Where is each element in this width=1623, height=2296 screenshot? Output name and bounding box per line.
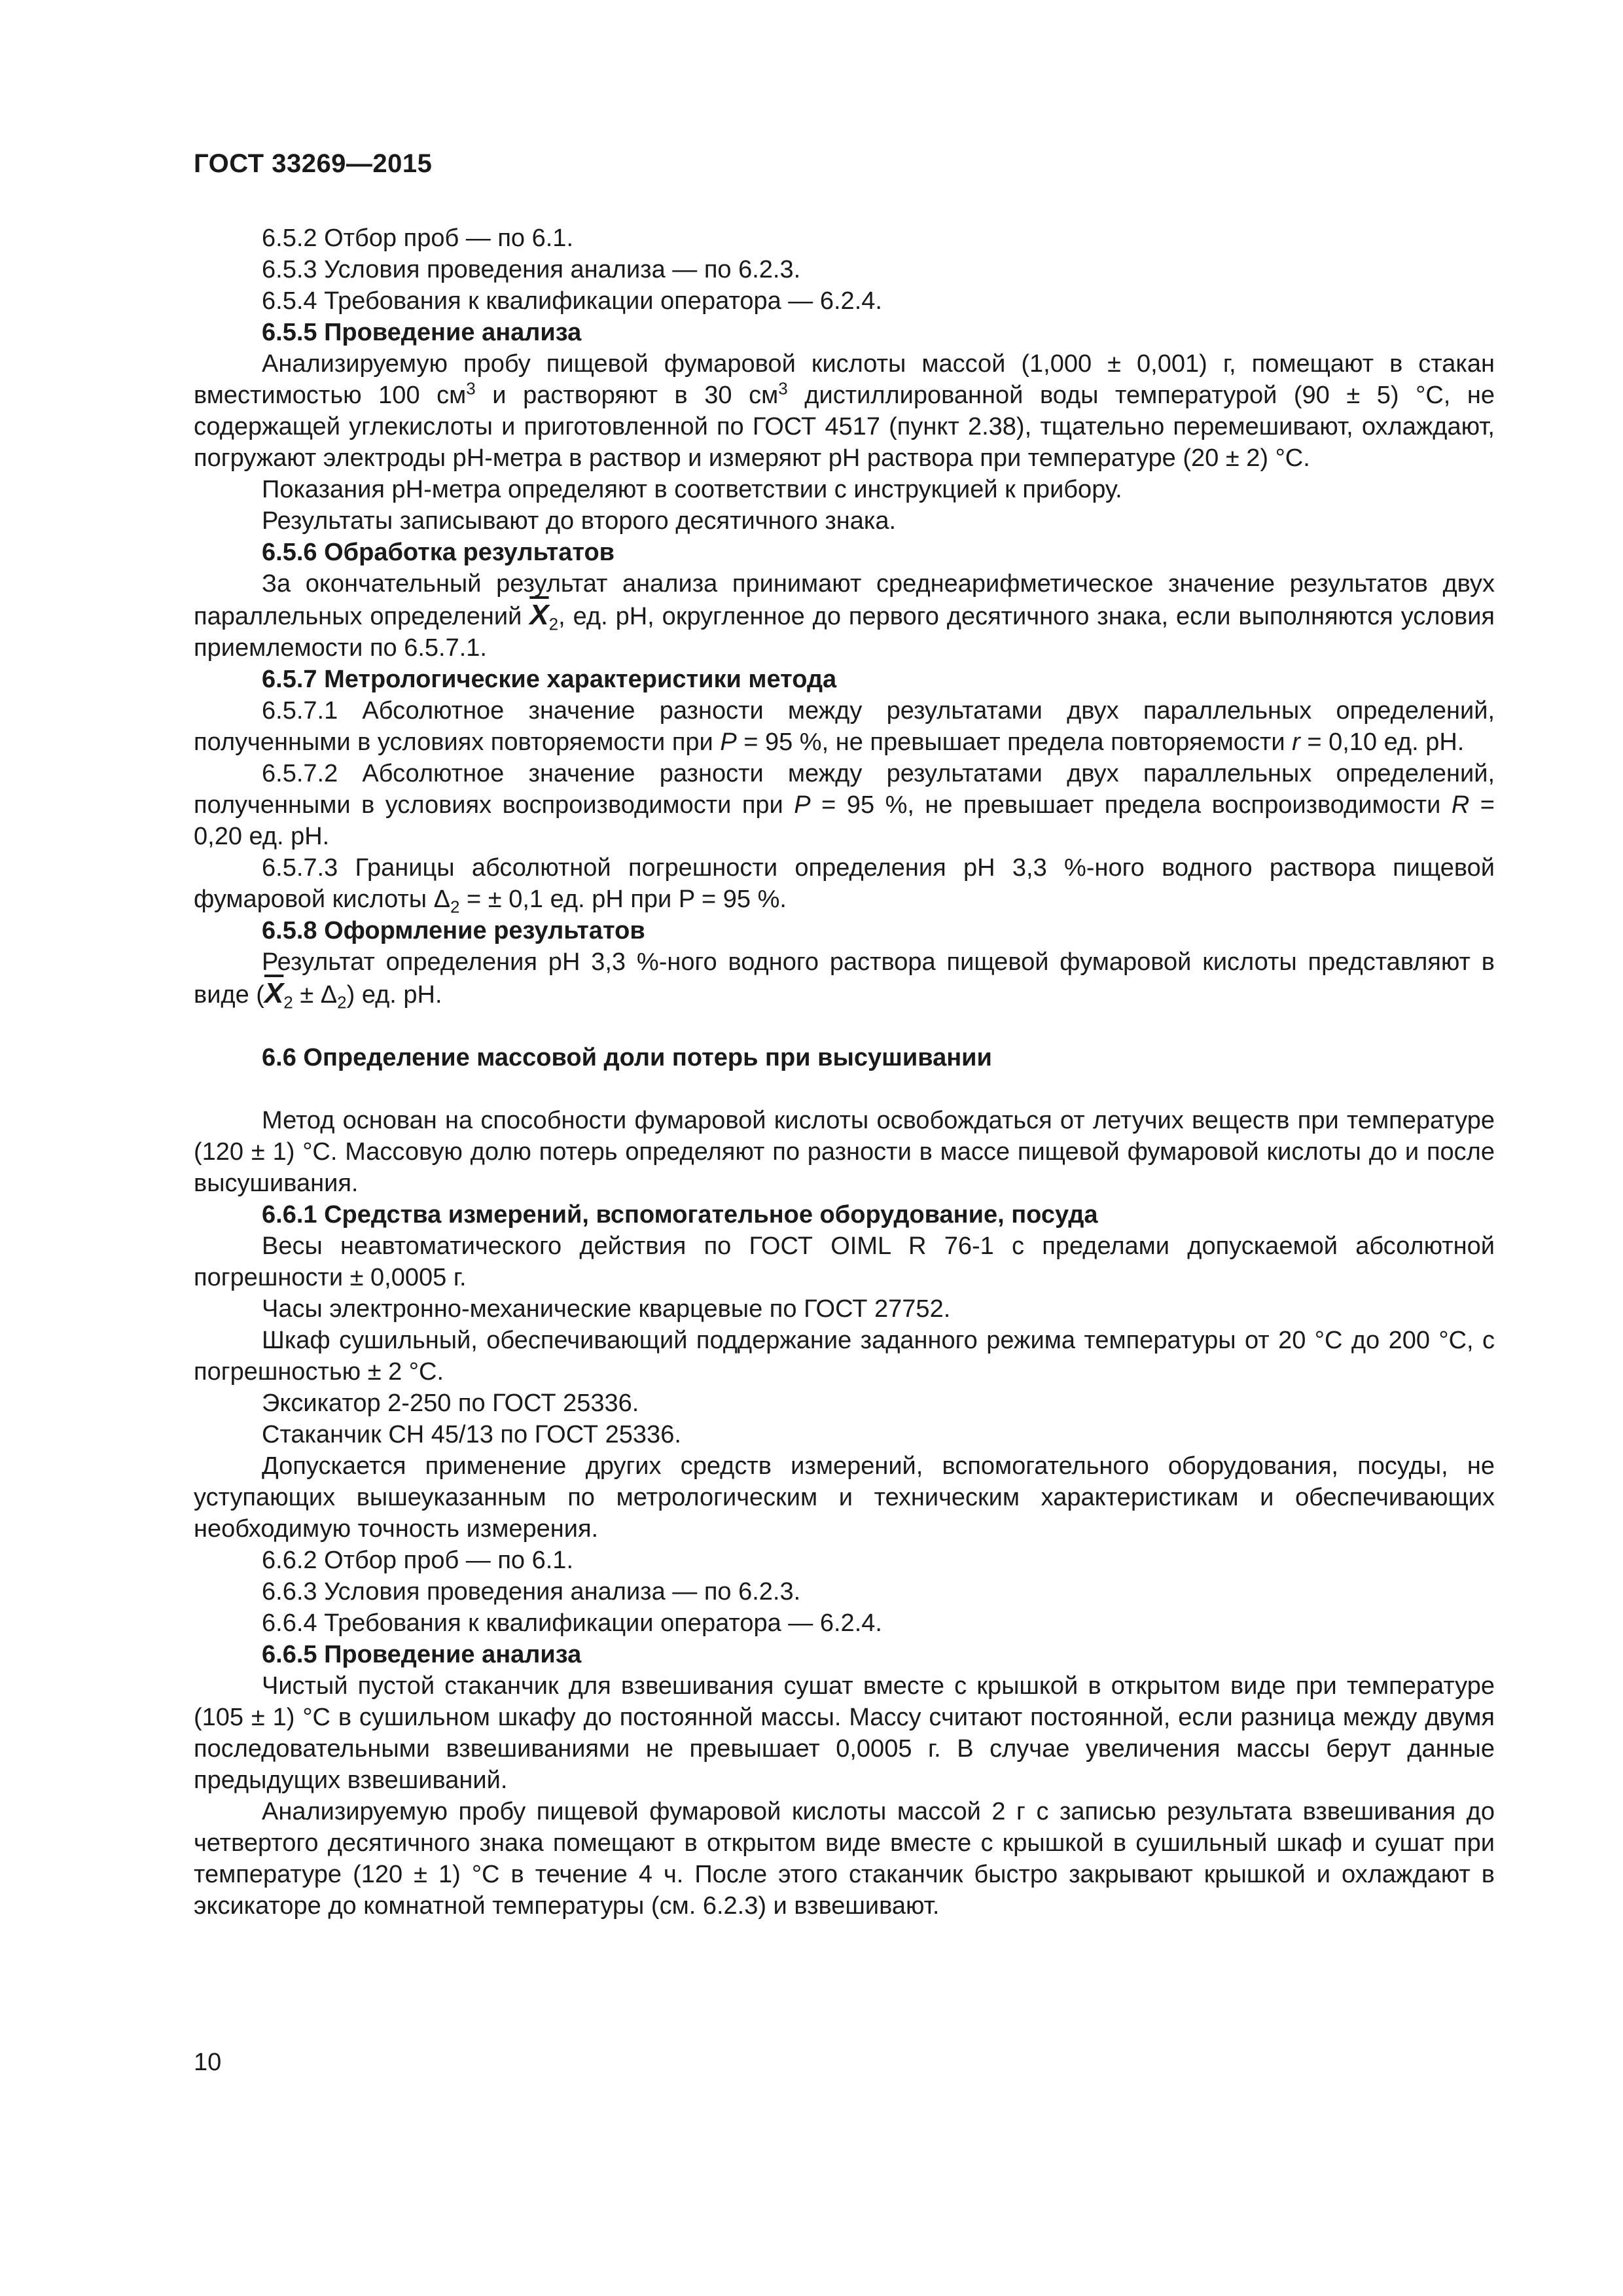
variable-x-bar: $\overline{X}$ — [264, 977, 284, 1009]
text-segment: = ± 0,1 ед. pH при P = 95 %. — [459, 886, 787, 913]
paragraph-6-6-5-cup-drying: Чистый пустой стаканчик для взвешивания сушат вместе с крышкой в открытом виде при температуре (105 ± 1) °С в сушильном шкафу до постоянной массы. Массу считают постоянной, если разница между двумя последовательными взвешиваниями не превышает 0,0005 г. В случае увеличения массы берут данные предыдущих взвешиваний. — [194, 1672, 1495, 1794]
paragraph-6-6-5-sample-drying: Анализируемую пробу пищевой фумаровой кислоты массой 2 г с записью результата взвешивания до четвертого десятичного знака помещают в открытом виде вместе с крышкой в сушильный шкаф и сушат при температуре (120 ± 1) °С в течение 4 ч. После этого стаканчик быстро закрывают крышкой и охлаждают в эксикаторе до комнатной температуры (см. 6.2.3) и взвешивают. — [194, 1798, 1495, 1920]
text-segment: , ед. pH, округленное до первого десятичного знака, если выполняются условия приемлемости по 6.5.7.1. — [194, 603, 1495, 662]
symbol-delta: Δ — [433, 886, 451, 913]
paragraph-6-5-4: 6.5.4 Требования к квалификации оператора — 6.2.4. — [262, 287, 882, 315]
paragraph-6-5-6 — [194, 568, 1495, 664]
symbol-delta: Δ — [320, 981, 338, 1009]
subscript: 2 — [337, 992, 347, 1013]
paragraph-6-5-7-2 — [194, 758, 1495, 852]
paragraph-6-6-4: 6.6.4 Требования к квалификации оператора — 6.2.4. — [262, 1609, 882, 1637]
text-segment: Анализируемую пробу пищевой фумаровой кислоты массой (1,000 ± 0,001) г, помещают в стакан вместимостью 100 см — [194, 350, 1495, 409]
document-header: ГОСТ 33269—2015 — [194, 149, 433, 178]
subscript: 2 — [548, 614, 559, 634]
paragraph-6-5-5-results: Результаты записывают до второго десятичного знака. — [262, 507, 897, 535]
text-segment: 6.5.7.2 Абсолютное значение разности между результатами двух параллельных определений, полученными в условиях воспроизводимости при — [194, 760, 1495, 819]
paragraph-6-6-1-cup: Стаканчик СН 45/13 по ГОСТ 25336. — [262, 1421, 681, 1448]
variable-p: P — [720, 728, 737, 756]
page-number: 10 — [194, 2049, 222, 2076]
paragraph-6-5-7-1 — [194, 695, 1495, 758]
text-segment: = 95 %, не превышает предела повторяемости — [736, 728, 1293, 756]
heading-6-5-5: 6.5.5 Проведение анализа — [262, 319, 582, 346]
paragraph-6-5-5-readings: Показания pH-метра определяют в соответствии с инструкцией к прибору. — [262, 476, 1122, 503]
variable-R: R — [1451, 791, 1470, 819]
variable-p: P — [794, 791, 811, 819]
paragraph-6-6-2: 6.6.2 Отбор проб — по 6.1. — [262, 1547, 574, 1574]
superscript: 3 — [466, 378, 476, 399]
text-segment: За окончательный результат анализа принимают среднеарифметическое значение результатов двух параллельных определений — [194, 570, 1495, 630]
text-segment: 6.5.7.1 Абсолютное значение разности между результатами двух параллельных определений, полученными в условиях повторяемости при — [194, 697, 1495, 756]
text-segment: дистиллированной воды температурой (90 ± 5) °С, не содержащей углекислоты и приготовленной по ГОСТ 4517 (пункт 2.38), тщательно перемешивают, охлаждают, погружают электроды pH-метра в раствор и измеряют pH раствора при температуре (20 ± 2) °С. — [194, 382, 1495, 472]
subscript: 2 — [450, 897, 460, 917]
paragraph-6-5-8 — [194, 946, 1495, 1011]
heading-6-6-5: 6.6.5 Проведение анализа — [262, 1641, 582, 1668]
text-segment: Результат определения pH 3,3 %-ного водного раствора пищевой фумаровой кислоты представляют в виде ( — [194, 948, 1495, 1009]
heading-6-5-8: 6.5.8 Оформление результатов — [262, 917, 645, 944]
text-segment: и растворяют в 30 см — [475, 382, 779, 409]
text-segment: ) ед. pH. — [346, 981, 442, 1009]
paragraph-6-6-1-clock: Часы электронно-механические кварцевые по ГОСТ 27752. — [262, 1295, 951, 1323]
text-segment: ± — [293, 981, 321, 1009]
heading-6-5-6: 6.5.6 Обработка результатов — [262, 539, 615, 566]
paragraph-6-5-5-procedure — [194, 348, 1495, 474]
text-segment: = 0,10 ед. pH. — [1300, 728, 1465, 756]
paragraph-6-6-1-scales: Весы неавтоматического действия по ГОСТ OIML R 76-1 с пределами допускаемой абсолютной погрешности ± 0,0005 г. — [194, 1232, 1495, 1291]
document-body — [194, 223, 1495, 1922]
text-segment: = 0,20 ед. pH. — [194, 791, 1495, 850]
paragraph-6-6-1-desiccator: Эксикатор 2-250 по ГОСТ 25336. — [262, 1390, 639, 1417]
heading-6-6-1: 6.6.1 Средства измерений, вспомогательное оборудование, посуда — [262, 1201, 1098, 1229]
heading-6-6: 6.6 Определение массовой доли потерь при высушивании — [262, 1044, 992, 1071]
paragraph-6-5-2: 6.5.2 Отбор проб — по 6.1. — [262, 224, 574, 252]
variable-x-bar: $\overline{X}$ — [529, 599, 549, 631]
text-segment: 6.5.7.3 Границы абсолютной погрешности определения pH 3,3 %-ного водного раствора пищевой фумаровой кислоты — [194, 854, 1495, 913]
paragraph-6-6-3: 6.6.3 Условия проведения анализа — по 6.2.3. — [262, 1578, 801, 1605]
heading-6-5-7: 6.5.7 Метрологические характеристики метода — [262, 666, 837, 693]
paragraph-6-6-1-alternatives: Допускается применение других средств измерений, вспомогательного оборудования, посуды, не уступающих вышеуказанным по метрологическим и техническим характеристикам и обеспечивающих необходимую точность измерения. — [194, 1452, 1495, 1543]
subscript: 2 — [283, 992, 293, 1013]
superscript: 3 — [778, 378, 788, 399]
paragraph-6-6-1-oven: Шкаф сушильный, обеспечивающий поддержание заданного режима температуры от 20 °С до 200 °С, с погрешностью ± 2 °С. — [194, 1327, 1495, 1386]
paragraph-6-6-method: Метод основан на способности фумаровой кислоты освобождаться от летучих веществ при температуре (120 ± 1) °С. Массовую долю потерь определяют по разности в массе пищевой фумаровой кислоты до и после высушивания. — [194, 1107, 1495, 1197]
text-segment: = 95 %, не превышает предела воспроизводимости — [810, 791, 1452, 819]
variable-r: r — [1292, 728, 1300, 756]
paragraph-6-5-7-3 — [194, 852, 1495, 915]
paragraph-6-5-3: 6.5.3 Условия проведения анализа — по 6.2.3. — [262, 256, 801, 283]
